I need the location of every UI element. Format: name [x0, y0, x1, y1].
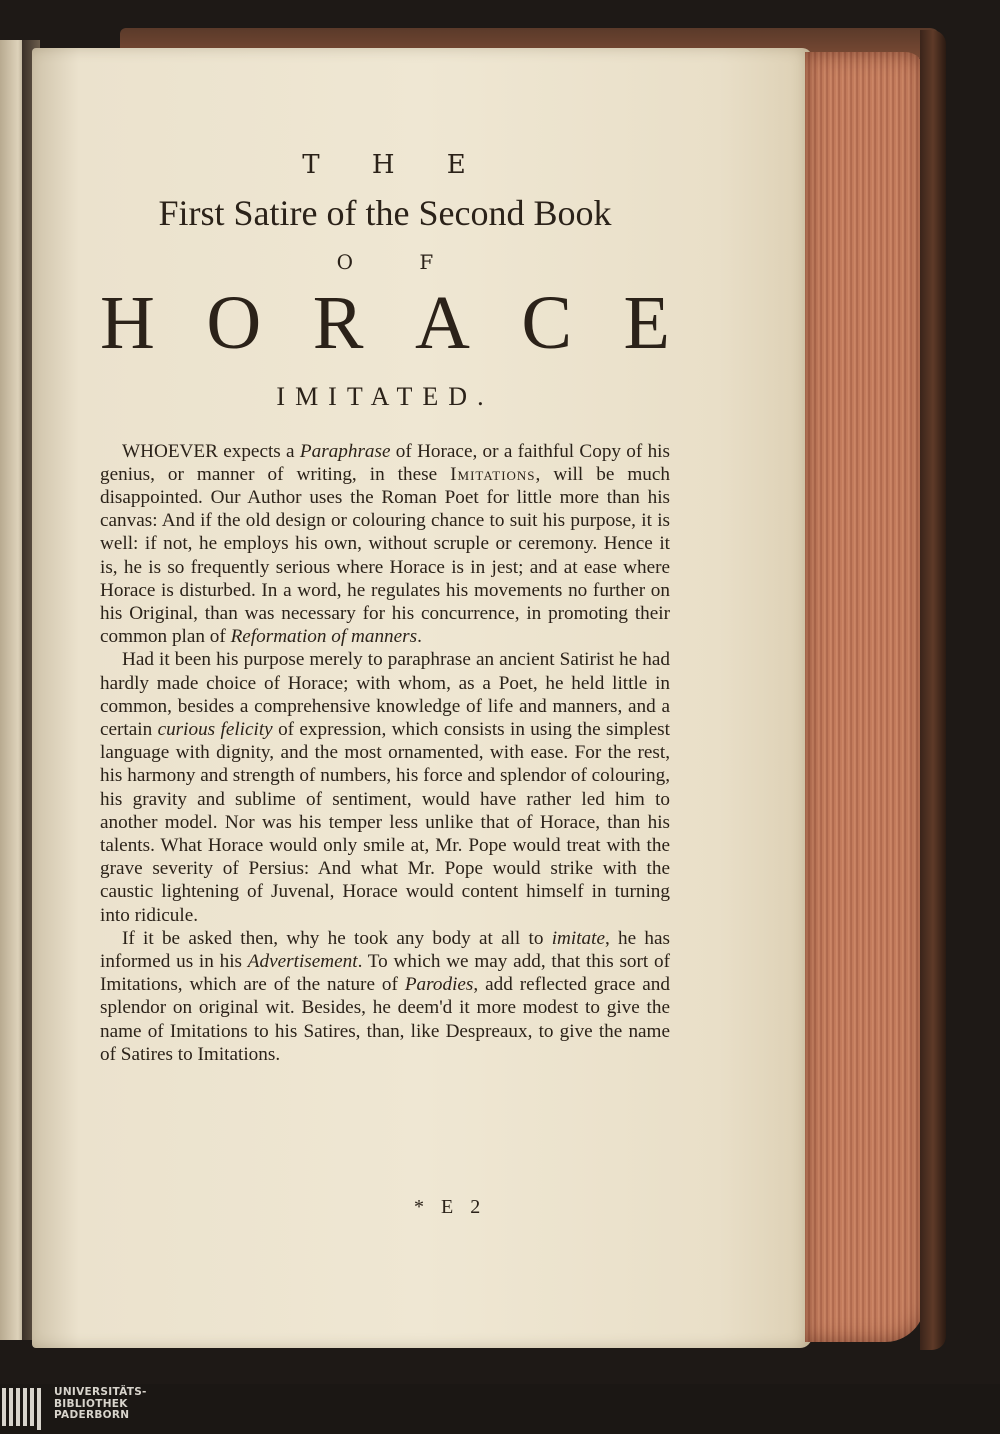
text-run: Advertisement: [247, 951, 358, 973]
paragraph-2: [100, 648, 670, 926]
text-run: expects a: [217, 440, 300, 462]
title-horace-letter: C: [521, 281, 573, 365]
library-footer: [0, 1384, 1000, 1434]
paragraph-3: [100, 927, 670, 1066]
signature-mark: * E 2: [414, 1196, 487, 1218]
title-horace-letter: O: [206, 281, 262, 365]
title-first-satire: First Satire of the Second Book: [158, 193, 612, 233]
text-run: Reformation of manners: [230, 626, 418, 648]
text-run: imitate: [551, 927, 605, 949]
text-run: If it be asked then, why he took any body at all to: [122, 927, 552, 949]
title-horace-letter: H: [100, 281, 155, 365]
title-horace-letter: R: [312, 281, 364, 365]
title-horace-letter: E: [623, 281, 670, 365]
title-the: T H E: [302, 150, 488, 180]
text-run: .: [417, 626, 422, 648]
text-run: Had it been his purpose merely to paraphrase an ancient Satirist he had hardly made choice of Horace; with whom, as a Poet, he held little in common, besides a comprehensive knowledge of life and manners, and a certain: [100, 649, 670, 741]
library-name-line: UNIVERSITÄTS-: [54, 1386, 147, 1398]
title-horace-letter: A: [414, 281, 470, 365]
text-run: of Horace, or a faithful Copy of his genius, or manner of writing, in these: [100, 440, 670, 485]
text-run: , he has informed us in his: [100, 927, 670, 973]
page-content: [100, 150, 670, 1066]
text-run: WHOEVER: [122, 440, 218, 462]
title-of: O F: [336, 250, 464, 274]
library-logo-icon: [2, 1388, 46, 1430]
title-imitated: IMITATED.: [276, 381, 494, 411]
text-run: Paraphrase: [299, 440, 391, 462]
library-name: [54, 1387, 147, 1422]
page-fore-edge: [805, 52, 925, 1342]
library-name-line: PADERBORN: [54, 1409, 130, 1421]
library-name-line: BIBLIOTHEK: [54, 1397, 128, 1410]
title-horace: [100, 282, 670, 366]
text-run: , add reflected grace and splendor on original wit. Besides, he deem'd it more modest to give the name of Imitations to his Satires, than, like Despreaux, to give the name of Satires to Imitations.: [100, 974, 670, 1065]
text-run: curious felicity: [157, 719, 273, 741]
text-run: Parodies: [404, 974, 474, 996]
text-run: . To which we may add, that this sort of Imitations, which are of the nature of: [100, 951, 670, 996]
text-run: Imitations: [450, 463, 536, 485]
text-run: , will be much disappointed. Our Author uses the Roman Poet for little more than his canvas: And if the old design or colouring chance to suit his purpose, it is well: if not, he employs his own, without scruple or ceremony. Hence it is, he is so frequently serious where Horace is in jest; and at ease where Horace is disturbed. In a word, he regulates his movements no further on his Original, than was necessary for his concurrence, in promoting their common plan of: [100, 463, 671, 648]
text-run: of expression, which consists in using the simplest language with dignity, and the most ornamented, with ease. For the rest, his harmony and strength of numbers, his force and splendor of colouring, his gravity and sublime of sentiment, would have rather led him to another model. Nor was his temper less unlike that of Horace, than his talents. What Horace would only smile at, Mr. Pope would treat with the grave severity of Persius: And what Mr. Pope would strike with the caustic lightening of Juvenal, Horace would content himself in turning into ridicule.: [100, 719, 670, 926]
paragraph-1: [100, 440, 670, 649]
book-spine: [920, 30, 946, 1350]
